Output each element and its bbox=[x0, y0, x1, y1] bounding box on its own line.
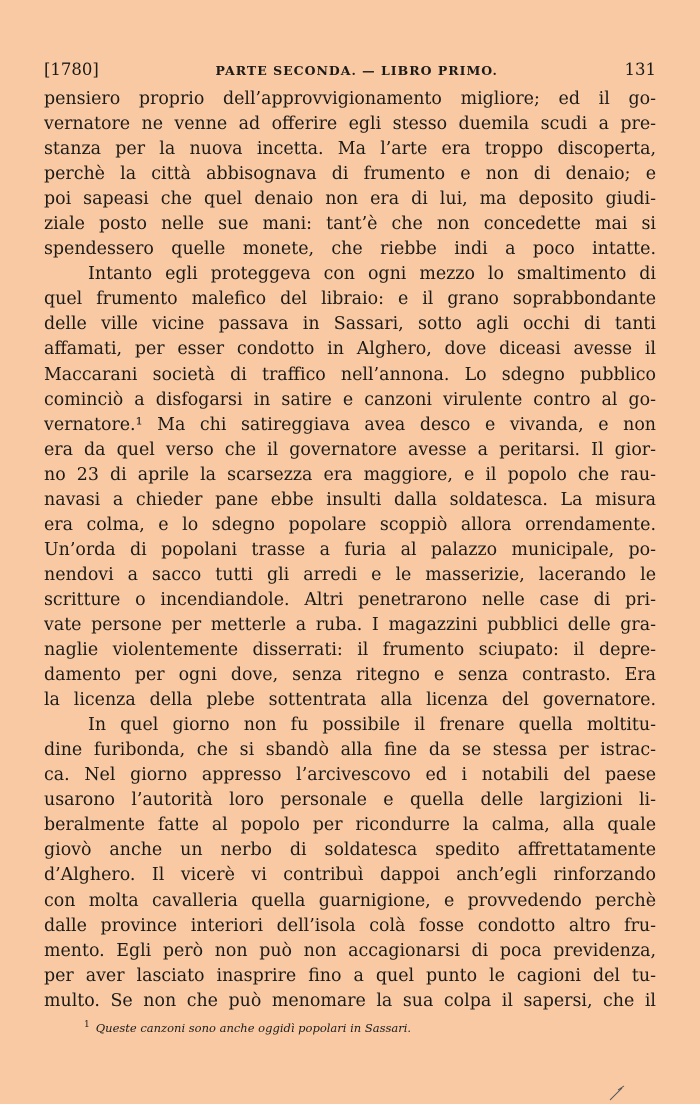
text-line: cominciò a disfogarsi in satire e canzoni virulente contro al go- bbox=[44, 389, 656, 410]
text-line: dine furibonda, che si sbandò alla fine da se stessa per istrac- bbox=[44, 740, 656, 761]
text-line: Un’orda di popolani trasse a furia al palazzo municipale, po- bbox=[44, 539, 656, 560]
text-line: pensiero proprio dell’approvvigionamento migliore; ed il go- bbox=[44, 89, 656, 109]
scan-mark bbox=[588, 1082, 628, 1102]
header-year: [1780] bbox=[44, 60, 99, 79]
paragraph bbox=[44, 713, 656, 1014]
footnote bbox=[44, 1020, 656, 1035]
text-line: stanza per la nuova incetta. Ma l’arte era troppo discoperta, bbox=[44, 139, 656, 160]
text-line: vate persone per metterle a ruba. I magazzini pubblici delle gra- bbox=[44, 614, 656, 635]
body-text bbox=[44, 87, 656, 1014]
text-line: mento. Egli però non può non accagionarsi di poca previdenza, bbox=[44, 940, 656, 961]
text-line: quel frumento malefico del libraio: e il grano soprabbondante bbox=[44, 289, 656, 310]
text-line: dalle province interiori dell’isola colà fosse condotto altro fru- bbox=[44, 915, 656, 936]
text-line: giovò anche un nerbo di soldatesca spedito affrettatamente bbox=[44, 840, 656, 861]
text-line: naglie violentemente disserrati: il frumento sciupato: il depre- bbox=[44, 640, 656, 661]
text-line: In quel giorno non fu possibile il frenare quella moltitu- bbox=[88, 715, 656, 736]
book-page bbox=[44, 60, 656, 1035]
text-line: era colma, e lo sdegno popolare scoppiò allora orrendamente. bbox=[44, 514, 656, 535]
text-line: poi sapeasi che quel denaio non era di lui, ma deposito giudi- bbox=[44, 189, 656, 210]
page-number: 131 bbox=[624, 60, 656, 79]
text-line: no 23 di aprile la scarsezza era maggiore, e il popolo che rau- bbox=[44, 464, 656, 485]
text-line: damento per ogni dove, senza ritegno e senza contrasto. Era bbox=[44, 665, 656, 686]
text-line: vernatore.¹ Ma chi satireggiava avea desco e vivanda, e non bbox=[44, 414, 656, 435]
footnote-text: Queste canzoni sono anche oggidì popolari in Sassari. bbox=[95, 1020, 412, 1035]
text-line: per aver lasciato inasprire fino a quel punto le cagioni del tu- bbox=[44, 965, 656, 986]
text-line: usarono l’autorità loro personale e quella delle largizioni li- bbox=[44, 790, 656, 811]
text-line: multo. Se non che può menomare la sua colpa il sapersi, che il bbox=[44, 990, 656, 1011]
text-line: era da quel verso che il governatore avesse a peritarsi. Il gior- bbox=[44, 439, 656, 460]
running-title: PARTE SECONDA. — LIBRO PRIMO. bbox=[215, 63, 498, 78]
paragraph bbox=[44, 262, 656, 713]
text-line: Intanto egli proteggeva con ogni mezzo lo smaltimento di bbox=[88, 264, 656, 285]
text-line: Maccarani società di traffico nell’annona. Lo sdegno pubblico bbox=[44, 364, 656, 385]
text-line: la licenza della plebe sottentrata alla licenza del governatore. bbox=[44, 690, 656, 711]
text-line: con molta cavalleria quella guarnigione, e provvedendo perchè bbox=[44, 890, 656, 911]
text-line: ca. Nel giorno appresso l’arcivescovo ed i notabili del paese bbox=[44, 765, 656, 786]
text-line: scritture o incendiandole. Altri penetrarono nelle case di pri- bbox=[44, 589, 656, 610]
text-line: navasi a chieder pane ebbe insulti dalla soldatesca. La misura bbox=[44, 489, 656, 510]
paragraph bbox=[44, 87, 656, 262]
text-line: delle ville vicine passava in Sassari, sotto agli occhi di tanti bbox=[44, 314, 656, 335]
text-line: affamati, per esser condotto in Alghero, dove diceasi avesse il bbox=[44, 339, 656, 360]
text-line: ziale posto nelle sue mani: tant’è che non concedette mai si bbox=[44, 214, 656, 235]
footnote-mark: 1 bbox=[84, 1019, 90, 1030]
text-line: spendessero quelle monete, che riebbe indi a poco intatte. bbox=[44, 239, 656, 260]
running-header bbox=[44, 60, 656, 79]
text-line: beralmente fatte al popolo per ricondurre la calma, alla quale bbox=[44, 815, 656, 836]
text-line: nendovi a sacco tutti gli arredi e le masserizie, lacerando le bbox=[44, 564, 656, 585]
text-line: perchè la città abbisognava di frumento e non di denaio; e bbox=[44, 164, 656, 185]
text-line: vernatore ne venne ad offerire egli stesso duemila scudi a pre- bbox=[44, 114, 656, 135]
text-line: d’Alghero. Il vicerè vi contribuì dappoi anch’egli rinforzando bbox=[44, 865, 656, 886]
